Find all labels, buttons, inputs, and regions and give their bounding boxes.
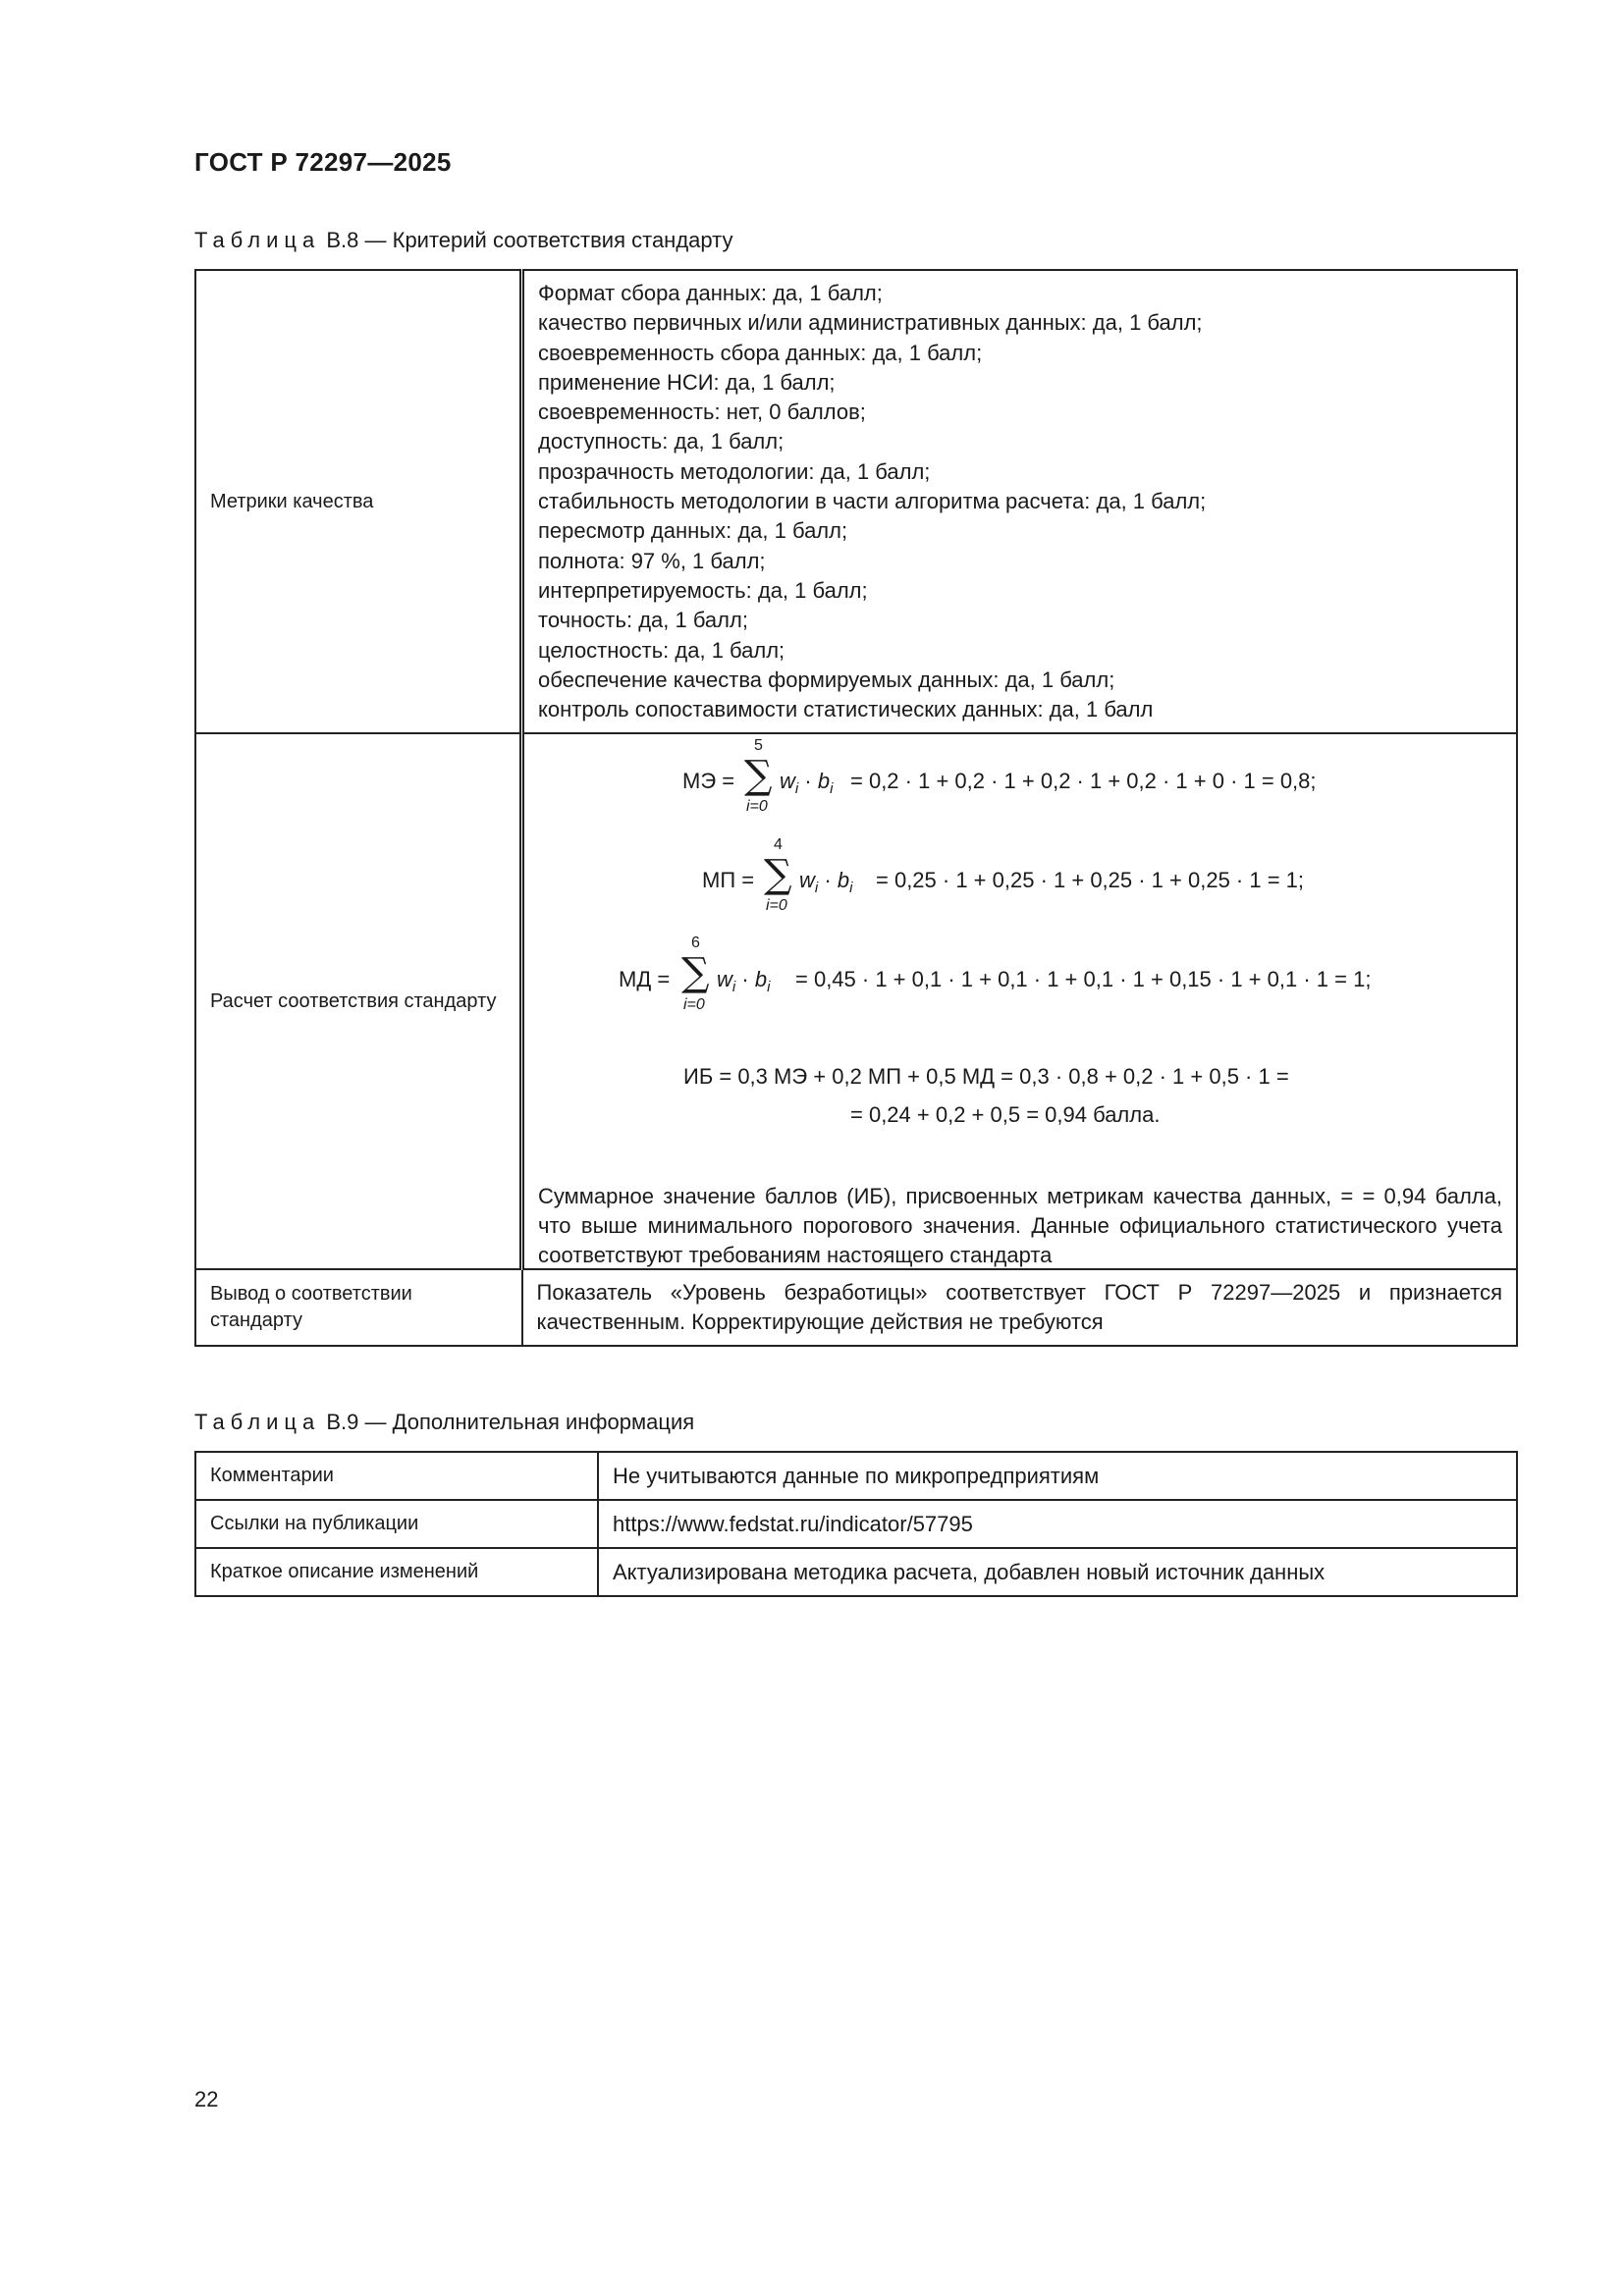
metric-item: качество первичных и/или административных данных: да, 1 балл;: [538, 310, 1203, 336]
table-word: Таблица: [194, 228, 321, 252]
metric-item: стабильность методологии в части алгоритма расчета: да, 1 балл;: [538, 489, 1207, 514]
metric-item: обеспечение качества формируемых данных: да, 1 балл;: [538, 667, 1115, 692]
sum-sign-icon: ∑: [764, 852, 792, 898]
table-b9-title: В.9 — Дополнительная информация: [320, 1410, 695, 1434]
formula-md-upper-limit: 6: [691, 934, 700, 952]
row-value-comments: Не учитываются данные по микропредприятиям: [598, 1452, 1517, 1500]
table-row: [195, 1452, 1517, 1500]
sum-sign-icon: ∑: [681, 950, 710, 996]
formula-mp-product: $w_i \cdot b_i$: [799, 868, 853, 897]
table-b8-caption: [194, 228, 732, 253]
table-row: [195, 1500, 1517, 1548]
row-label-comments: Комментарии: [195, 1452, 598, 1500]
metric-item: применение НСИ: да, 1 балл;: [538, 369, 836, 395]
metric-item: своевременность: нет, 0 баллов;: [538, 400, 866, 425]
table-b8-title: В.8 — Критерий соответствия стандарту: [320, 228, 733, 252]
row-label-publications: Ссылки на публикации: [195, 1500, 598, 1548]
formula-mp-upper-limit: 4: [774, 836, 783, 854]
formula-md-rhs: = 0,45 · 1 + 0,1 · 1 + 0,1 · 1 + 0,1 · 1 + 0,15 · 1 + 0,1 · 1 = 1;: [795, 967, 1372, 992]
row-label-calculation: Расчет соответствия стандарту: [195, 733, 522, 1269]
table-b9: [194, 1451, 1518, 1597]
formula-me-lower-limit: i=0: [746, 798, 768, 816]
conclusion-text: Показатель «Уровень безработицы» соответствует ГОСТ Р 72297—2025 и признается качественным. Корректирующие действия не требуются: [536, 1280, 1502, 1335]
page-number: 22: [194, 2087, 219, 2111]
metric-item: доступность: да, 1 балл;: [538, 429, 785, 454]
metric-item: своевременность сбора данных: да, 1 балл;: [538, 340, 983, 365]
table-row: [195, 1269, 1517, 1346]
formula-me-rhs: = 0,2 · 1 + 0,2 · 1 + 0,2 · 1 + 0,2 · 1 + 0 · 1 = 0,8;: [850, 769, 1317, 794]
formula-mp-lhs: МП =: [702, 868, 755, 893]
sum-sign-icon: ∑: [744, 753, 773, 799]
metric-item: контроль сопоставимости статистических данных: да, 1 балл: [538, 697, 1154, 722]
metric-item: интерпретируемость: да, 1 балл;: [538, 577, 868, 603]
formula-md-lhs: МД =: [619, 967, 671, 992]
metric-item: целостность: да, 1 балл;: [538, 637, 785, 663]
quality-metrics-list: [522, 270, 1518, 733]
row-value-publications: https://www.fedstat.ru/indicator/57795: [598, 1500, 1517, 1548]
formula-md-product: $w_i \cdot b_i$: [717, 967, 771, 996]
metric-item: пересмотр данных: да, 1 балл;: [538, 518, 848, 544]
formula-ib-line2: = 0,24 + 0,2 + 0,5 = 0,94 балла.: [850, 1102, 1161, 1128]
document-code: ГОСТ Р 72297—2025: [194, 147, 452, 177]
row-label-conclusion: Вывод о соответствии стандарту: [195, 1269, 522, 1346]
metric-item: полнота: 97 %, 1 балл;: [538, 548, 766, 573]
metric-item: Формат сбора данных: да, 1 балл;: [538, 281, 883, 305]
table-row: [195, 1548, 1517, 1596]
calculation-cell: [522, 733, 1518, 1269]
table-row: [195, 733, 1517, 1269]
row-label-changes: Краткое описание изменений: [195, 1548, 598, 1596]
table-word: Таблица: [194, 1410, 321, 1434]
calculation-summary: Суммарное значение баллов (ИБ), присвоенных метрикам качества данных, = = 0,94 балла, что выше минимального порогового значения. Данные официального статистического учета соответствуют требованиям настоящего стандарта: [538, 1184, 1502, 1268]
formula-me-product: $w_i \cdot b_i$: [780, 769, 834, 798]
table-b8: [194, 269, 1518, 1347]
formula-me-upper-limit: 5: [754, 737, 763, 755]
row-label-quality-metrics: Метрики качества: [195, 270, 522, 733]
table-b9-caption: [194, 1410, 694, 1435]
formula-mp-lower-limit: i=0: [766, 897, 787, 915]
metric-item: точность: да, 1 балл;: [538, 608, 748, 633]
metric-item: прозрачность методологии: да, 1 балл;: [538, 458, 931, 484]
formula-ib-line1: ИБ = 0,3 МЭ + 0,2 МП + 0,5 МД = 0,3 · 0,8 + 0,2 · 1 + 0,5 · 1 =: [683, 1064, 1289, 1090]
table-row: [195, 270, 1517, 733]
formula-mp-rhs: = 0,25 · 1 + 0,25 · 1 + 0,25 · 1 + 0,25 · 1 = 1;: [876, 868, 1305, 893]
conclusion-cell: [522, 1269, 1518, 1346]
row-value-changes: Актуализирована методика расчета, добавлен новый источник данных: [598, 1548, 1517, 1596]
formula-me-lhs: МЭ =: [682, 769, 735, 794]
formula-md-lower-limit: i=0: [683, 996, 705, 1014]
